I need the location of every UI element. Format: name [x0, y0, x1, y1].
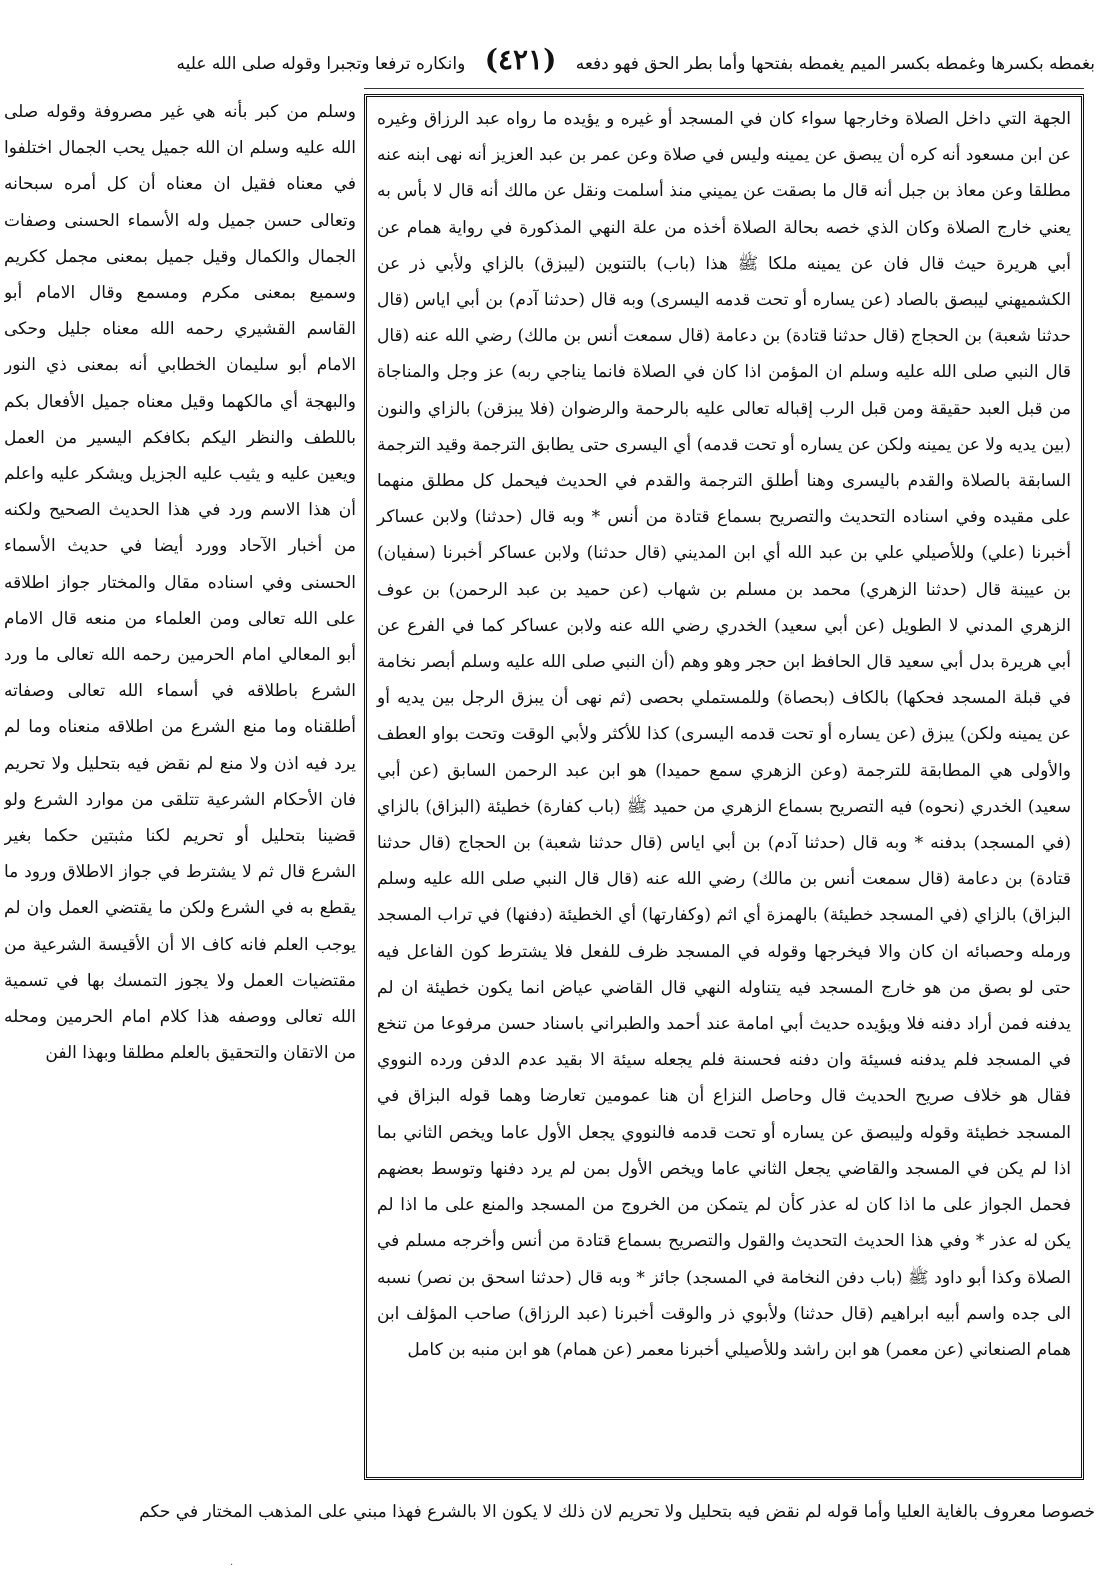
- footer-text-line: [10, 1492, 1095, 1532]
- main-text-body: [377, 101, 1071, 1368]
- main-paragraph: الجهة التي داخل الصلاة وخارجها سواء كان في المسجد أو غيره و يؤيده ما رواه عبد الرزاق وغيره عن ابن مسعود أنه كره أن يبصق عن يمينه وليس في صلاة وعن عمر بن عبد العزيز أنه نهى ابنه عنه مطلقا وعن معاذ بن جبل أنه قال ما بصقت عن يميني منذ أسلمت ونقل عن مالك أنه قال لا بأس به يعني خارج الصلاة وكان الذي خصه بحالة الصلاة أخذه من علة النهي المذكورة في رواية همام عن أبي هريرة حيث قال فان عن يمينه ملكا ﷺ هذا (باب) بالتنوين (ليبزق) بالزاي ولأبي ذر عن الكشميهني ليبصق بالصاد (عن يساره أو تحت قدمه اليسرى) وبه قال (حدثنا آدم) بن أبي اياس (قال حدثنا شعبة) بن الحجاج (قال حدثنا قتادة) بن دعامة (قال سمعت أنس بن مالك) رضي الله عنه (قال قال النبي صلى الله عليه وسلم ان المؤمن اذا كان في الصلاة فانما يناجي ربه) عز وجل والمناجاة من قبل العبد حقيقة ومن قبل الرب إقباله تعالى عليه بالرحمة والرضوان (فلا يبزقن) بالزاي والنون (بين يديه ولا عن يمينه ولكن عن يساره أو تحت قدمه) أي اليسرى حتى يطابق الترجمة وقيد الترجمة السابقة بالصلاة والقدم باليسرى وهنا أطلق الترجمة والقدم في الحديث فيحمل كل مطلق منهما على مقيده وفي اسناده التحديث والتصريح بسماع قتادة من أنس * وبه قال (حدثنا) ولابن عساكر أخبرنا (علي) وللأصيلي علي بن عبد الله أي ابن المديني (قال حدثنا) ولابن عساكر أخبرنا (سفيان) بن عيينة قال (حدثنا الزهري) محمد بن مسلم بن شهاب (عن حميد بن عبد الرحمن) بن عوف الزهري المدني لا الطويل (عن أبي سعيد) الخدري رضي الله عنه ولابن عساكر كما في الفرع عن أبي هريرة بدل أبي سعيد قال الحافظ ابن حجر وهو وهم (أن النبي صلى الله عليه وسلم أبصر نخامة في قبلة المسجد فحكها) بالكاف (بحصاة) وللمستملي بحصى (ثم نهى أن يبزق الرجل بين يديه أو عن يمينه ولكن) يبزق (عن يساره أو تحت قدمه اليسرى) كذا للأكثر ولأبي الوقت وتحت بواو العطف والأولى هي المطابقة للترجمة (وعن الزهري سمع حميدا) هو ابن عبد الرحمن السابق (عن أبي سعيد) الخدري (نحوه) فيه التصريح بسماع الزهري من حميد ﷺ (باب كفارة) خطيئة (البزاق) بالزاي (في المسجد) بدفنه * وبه قال (حدثنا آدم) بن أبي اياس (قال حدثنا شعبة) بن الحجاج (قال حدثنا قتادة) بن دعامة (قال سمعت أنس بن مالك) رضي الله عنه (قال قال النبي صلى الله عليه وسلم البزاق) بالزاي (في المسجد خطيئة) بالهمزة أي اثم (وكفارتها) أي الخطيئة (دفنها) في تراب المسجد ورمله وحصبائه ان كان والا فيخرجها وقوله في المسجد ظرف للفعل فلا يشترط كون الفاعل فيه حتى لو بصق من هو خارج المسجد فيه يتناوله النهي قال القاضي عياض انما يكون خطيئة ان لم يدفنه فمن أراد دفنه فلا ويؤيده حديث أبي امامة عند أحمد والطبراني باسناد حسن مرفوعا من تنخع في المسجد فلم يدفنه فسيئة وان دفنه فحسنة فلم يجعله سيئة الا بقيد عدم الدفن ورده النووي فقال هو خلاف صريح الحديث قال وحاصل النزاع أن هنا عمومين تعارضا وهما قوله البزاق في المسجد خطيئة وقوله وليبصق عن يساره أو تحت قدمه فالنووي يجعل الأول عاما ويخص الثاني بما اذا لم يكن في المسجد والقاضي يجعل الثاني عاما ويخص الأول بمن لم يرد دفنها وتوسط بعضهم فحمل الجواز على ما اذا كان له عذر كأن لم يتمكن من الخروج من المسجد والمنع على ما اذا لم يكن له عذر * وفي هذا الحديث التحديث والقول والتصريح بسماع قتادة من أنس وأخرجه مسلم في الصلاة وكذا أبو داود ﷺ (باب دفن النخامة في المسجد) جائز * وبه قال (حدثنا اسحق بن نصر) نسبه الى جده واسم أبيه ابراهيم (قال حدثنا) ولأبوي ذر والوقت أخبرنا (عبد الرزاق) صاحب المؤلف ابن همام الصنعاني (عن معمر) هو ابن راشد وللأصيلي أخبرنا معمر (عن همام) هو ابن منبه بن كامل: [377, 109, 1072, 1360]
- header-right-text: بغمطه بكسرها وغمطه بكسر الميم يغمطه بفتحها وأما بطر الحق فهو دفعه: [575, 54, 1095, 74]
- margin-text-body: [4, 94, 356, 1071]
- main-text-frame: [364, 94, 1084, 1480]
- footer-text: خصوصا معروف بالغاية العليا وأما قوله لم نقض فيه بتحليل ولا تحريم لان ذلك لا يكون الا بالشرع فهذا مبني على المذهب المختار في حكم: [139, 1502, 1095, 1522]
- header-left-text: وانكاره ترفعا وتجبرا وقوله صلى الله عليه: [176, 54, 466, 74]
- margin-commentary: [4, 94, 356, 1480]
- print-mark: ·: [230, 1560, 234, 1571]
- margin-paragraph: وسلم من كبر بأنه هي غير مصروفة وقوله صلى الله عليه وسلم ان الله جميل يحب الجمال اختلفوا في معناه فقيل ان معناه أن كل أمره سبحانه وتعالى حسن جميل وله الأسماء الحسنى وصفات الجمال والكمال وقيل جميل بمعنى مجمل ككريم وسميع بمعنى مكرم ومسمع وقال الامام أبو القاسم القشيري رحمه الله معناه جليل وحكى الامام أبو سليمان الخطابي أنه بمعنى ذي النور والبهجة أي مالكهما وقيل معناه جميل الأفعال بكم باللطف والنظر اليكم بكافكم اليسير من العمل ويعين عليه و يثيب عليه الجزيل ويشكر عليه واعلم أن هذا الاسم ورد في هذا الحديث الصحيح ولكنه من أخبار الآحاد وورد أيضا في حديث الأسماء الحسنى وفي اسناده مقال والمختار جواز اطلاقه على الله تعالى ومن العلماء من منعه قال الامام أبو المعالي امام الحرمين رحمه الله تعالى ما ورد الشرع باطلاقه في أسماء الله تعالى وصفاته أطلقناه وما منع الشرع من اطلاقه منعناه وما لم يرد فيه اذن ولا منع لم نقض فيه بتحليل ولا تحريم فان الأحكام الشرعية تتلقى من موارد الشرع ولو قضينا بتحليل أو تحريم لكنا مثبتين حكما بغير الشرع قال ثم لا يشترط في جواز الاطلاق ورود ما يقطع به في الشرع ولكن ما يقتضي العمل وان لم يوجب العلم فانه كاف الا أن الأقيسة الشرعية من مقتضيات العمل ولا يجوز التمسك بها في تسمية الله تعالى ووصفه هذا كلام امام الحرمين ومحله من الاتقان والتحقيق بالعلم مطلقا وبهذا الفن: [4, 102, 356, 1064]
- page-number: (٤٢١): [484, 43, 557, 76]
- running-header: [10, 40, 1095, 80]
- header-rule: [364, 88, 1084, 89]
